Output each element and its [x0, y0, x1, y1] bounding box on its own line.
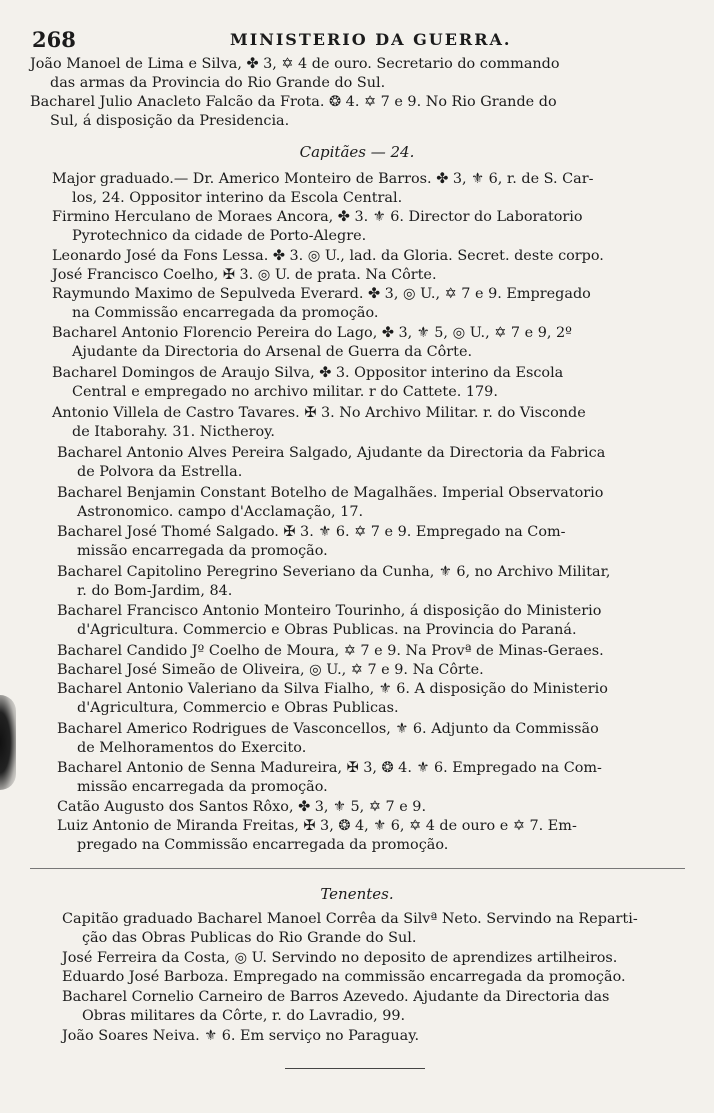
list-item	[57, 642, 604, 661]
list-item	[52, 208, 583, 245]
ink-blot	[0, 695, 16, 790]
entry-line: Sul, á disposição da Presidencia.	[50, 112, 290, 129]
list-item	[57, 759, 602, 796]
entry-line: José Francisco Coelho, ✠ 3. ◎ U. de prata. Na Côrte.	[52, 267, 437, 283]
entry-line: Astronomico. campo d'Acclamação, 17.	[77, 503, 364, 520]
list-item	[57, 523, 566, 560]
entry-line: los, 24. Oppositor interino da Escola Central.	[72, 189, 403, 206]
entry-line: Bacharel José Thomé Salgado. ✠ 3. ⚜ 6. ✡ 7 e 9. Empregado na Com-	[57, 524, 566, 540]
list-item	[62, 1027, 419, 1046]
list-item	[62, 910, 638, 947]
section-divider	[30, 868, 685, 869]
list-item	[30, 55, 560, 92]
list-item	[57, 798, 426, 817]
page-header	[30, 28, 700, 52]
list-item	[57, 680, 608, 717]
entry-line: Bacharel Julio Anacleto Falcão da Frota. ❂ 4. ✡ 7 e 9. No Rio Grande do	[30, 94, 557, 110]
entry-line: Bacharel José Simeão de Oliveira, ◎ U., ✡ 7 e 9. Na Côrte.	[57, 662, 484, 678]
list-item	[62, 988, 609, 1025]
list-item	[57, 602, 601, 639]
list-item	[57, 661, 484, 680]
entry-line: João Manoel de Lima e Silva, ✤ 3, ✡ 4 de ouro. Secretario do commando	[30, 56, 560, 72]
entry-line: ção das Obras Publicas do Rio Grande do Sul.	[82, 929, 417, 946]
entry-line: r. do Bom-Jardim, 84.	[77, 582, 233, 599]
entry-line: missão encarregada da promoção.	[77, 778, 328, 795]
list-item	[52, 364, 563, 401]
list-item	[57, 444, 605, 481]
end-rule	[285, 1068, 425, 1069]
entry-line: João Soares Neiva. ⚜ 6. Em serviço no Paraguay.	[62, 1028, 420, 1044]
entry-line: Bacharel Antonio de Senna Madureira, ✠ 3, ❂ 4. ⚜ 6. Empregado na Com-	[57, 760, 602, 776]
entry-line: Bacharel Antonio Valeriano da Silva Fialho, ⚜ 6. A disposição do Ministerio	[57, 681, 608, 697]
entry-line: Firmino Herculano de Moraes Ancora, ✤ 3. ⚜ 6. Director do Laboratorio	[52, 209, 583, 225]
list-item	[52, 266, 437, 285]
section-heading-capitaes: Capitães — 24.	[299, 143, 415, 161]
entry-line: Bacharel Candido Jº Coelho de Moura, ✡ 7 e 9. Na Provª de Minas-Geraes.	[57, 643, 604, 659]
entry-line: Catão Augusto dos Santos Rôxo, ✤ 3, ⚜ 5, ✡ 7 e 9.	[57, 799, 427, 815]
list-item	[62, 968, 626, 987]
entry-line: José Ferreira da Costa, ◎ U. Servindo no deposito de aprendizes artilheiros.	[62, 950, 618, 966]
entry-line: Ajudante da Directoria do Arsenal de Guerra da Côrte.	[72, 343, 473, 360]
list-item	[57, 720, 599, 757]
entry-line: Bacharel Cornelio Carneiro de Barros Azevedo. Ajudante da Directoria das	[62, 989, 610, 1005]
entry-line: de Melhoramentos do Exercito.	[77, 739, 307, 756]
entry-line: Pyrotechnico da cidade de Porto-Alegre.	[72, 227, 367, 244]
entry-line: Bacharel Francisco Antonio Monteiro Tourinho, á disposição do Ministerio	[57, 603, 602, 619]
entry-line: das armas da Provincia do Rio Grande do Sul.	[50, 74, 386, 91]
entry-line: de Polvora da Estrella.	[77, 463, 243, 480]
entry-line: d'Agricultura. Commercio e Obras Publicas. na Provincia do Paraná.	[77, 621, 577, 638]
list-item	[52, 324, 572, 361]
list-item	[30, 93, 557, 130]
entry-line: Leonardo José da Fons Lessa. ✤ 3. ◎ U., lad. da Gloria. Secret. deste corpo.	[52, 248, 604, 264]
list-item	[52, 247, 604, 266]
entry-line: na Commissão encarregada da promoção.	[72, 304, 379, 321]
running-title: MINISTERIO DA GUERRA.	[230, 30, 512, 49]
entry-line: missão encarregada da promoção.	[77, 542, 328, 559]
entry-line: d'Agricultura, Commercio e Obras Publicas.	[77, 699, 399, 716]
list-item	[62, 949, 617, 968]
list-item	[52, 285, 591, 322]
section-heading-tenentes: Tenentes.	[320, 885, 394, 903]
list-item	[57, 817, 577, 854]
entry-line: Major graduado.— Dr. Americo Monteiro de Barros. ✤ 3, ⚜ 6, r. de S. Car-	[52, 171, 594, 187]
entry-line: Obras militares da Côrte, r. do Lavradio, 99.	[82, 1007, 406, 1024]
list-item	[52, 404, 586, 441]
list-item	[52, 170, 594, 207]
page-number: 268	[32, 27, 76, 52]
list-item	[57, 484, 603, 521]
entry-line: Luiz Antonio de Miranda Freitas, ✠ 3, ❂ 4, ⚜ 6, ✡ 4 de ouro e ✡ 7. Em-	[57, 818, 577, 834]
entry-line: Bacharel Benjamin Constant Botelho de Magalhães. Imperial Observatorio	[57, 485, 604, 501]
entry-line: Capitão graduado Bacharel Manoel Corrêa da Silvª Neto. Servindo na Reparti-	[62, 911, 638, 927]
entry-line: pregado na Commissão encarregada da promoção.	[77, 836, 449, 853]
entry-line: Raymundo Maximo de Sepulveda Everard. ✤ 3, ◎ U., ✡ 7 e 9. Empregado	[52, 286, 591, 302]
entry-line: Antonio Villela de Castro Tavares. ✠ 3. No Archivo Militar. r. do Visconde	[52, 405, 586, 421]
entry-line: Bacharel Capitolino Peregrino Severiano da Cunha, ⚜ 6, no Archivo Militar,	[57, 564, 611, 580]
entry-line: Bacharel Americo Rodrigues de Vasconcellos, ⚜ 6. Adjunto da Commissão	[57, 721, 599, 737]
entry-line: Eduardo José Barboza. Empregado na commissão encarregada da promoção.	[62, 969, 626, 985]
entry-line: Bacharel Domingos de Araujo Silva, ✤ 3. Oppositor interino da Escola	[52, 365, 564, 381]
entry-line: de Itaborahy. 31. Nictheroy.	[72, 423, 275, 440]
entry-line: Bacharel Antonio Alves Pereira Salgado, Ajudante da Directoria da Fabrica	[57, 445, 606, 461]
list-item	[57, 563, 610, 600]
entry-line: Central e empregado no archivo militar. r do Cattete. 179.	[72, 383, 498, 400]
entry-line: Bacharel Antonio Florencio Pereira do Lago, ✤ 3, ⚜ 5, ◎ U., ✡ 7 e 9, 2º	[52, 325, 572, 341]
